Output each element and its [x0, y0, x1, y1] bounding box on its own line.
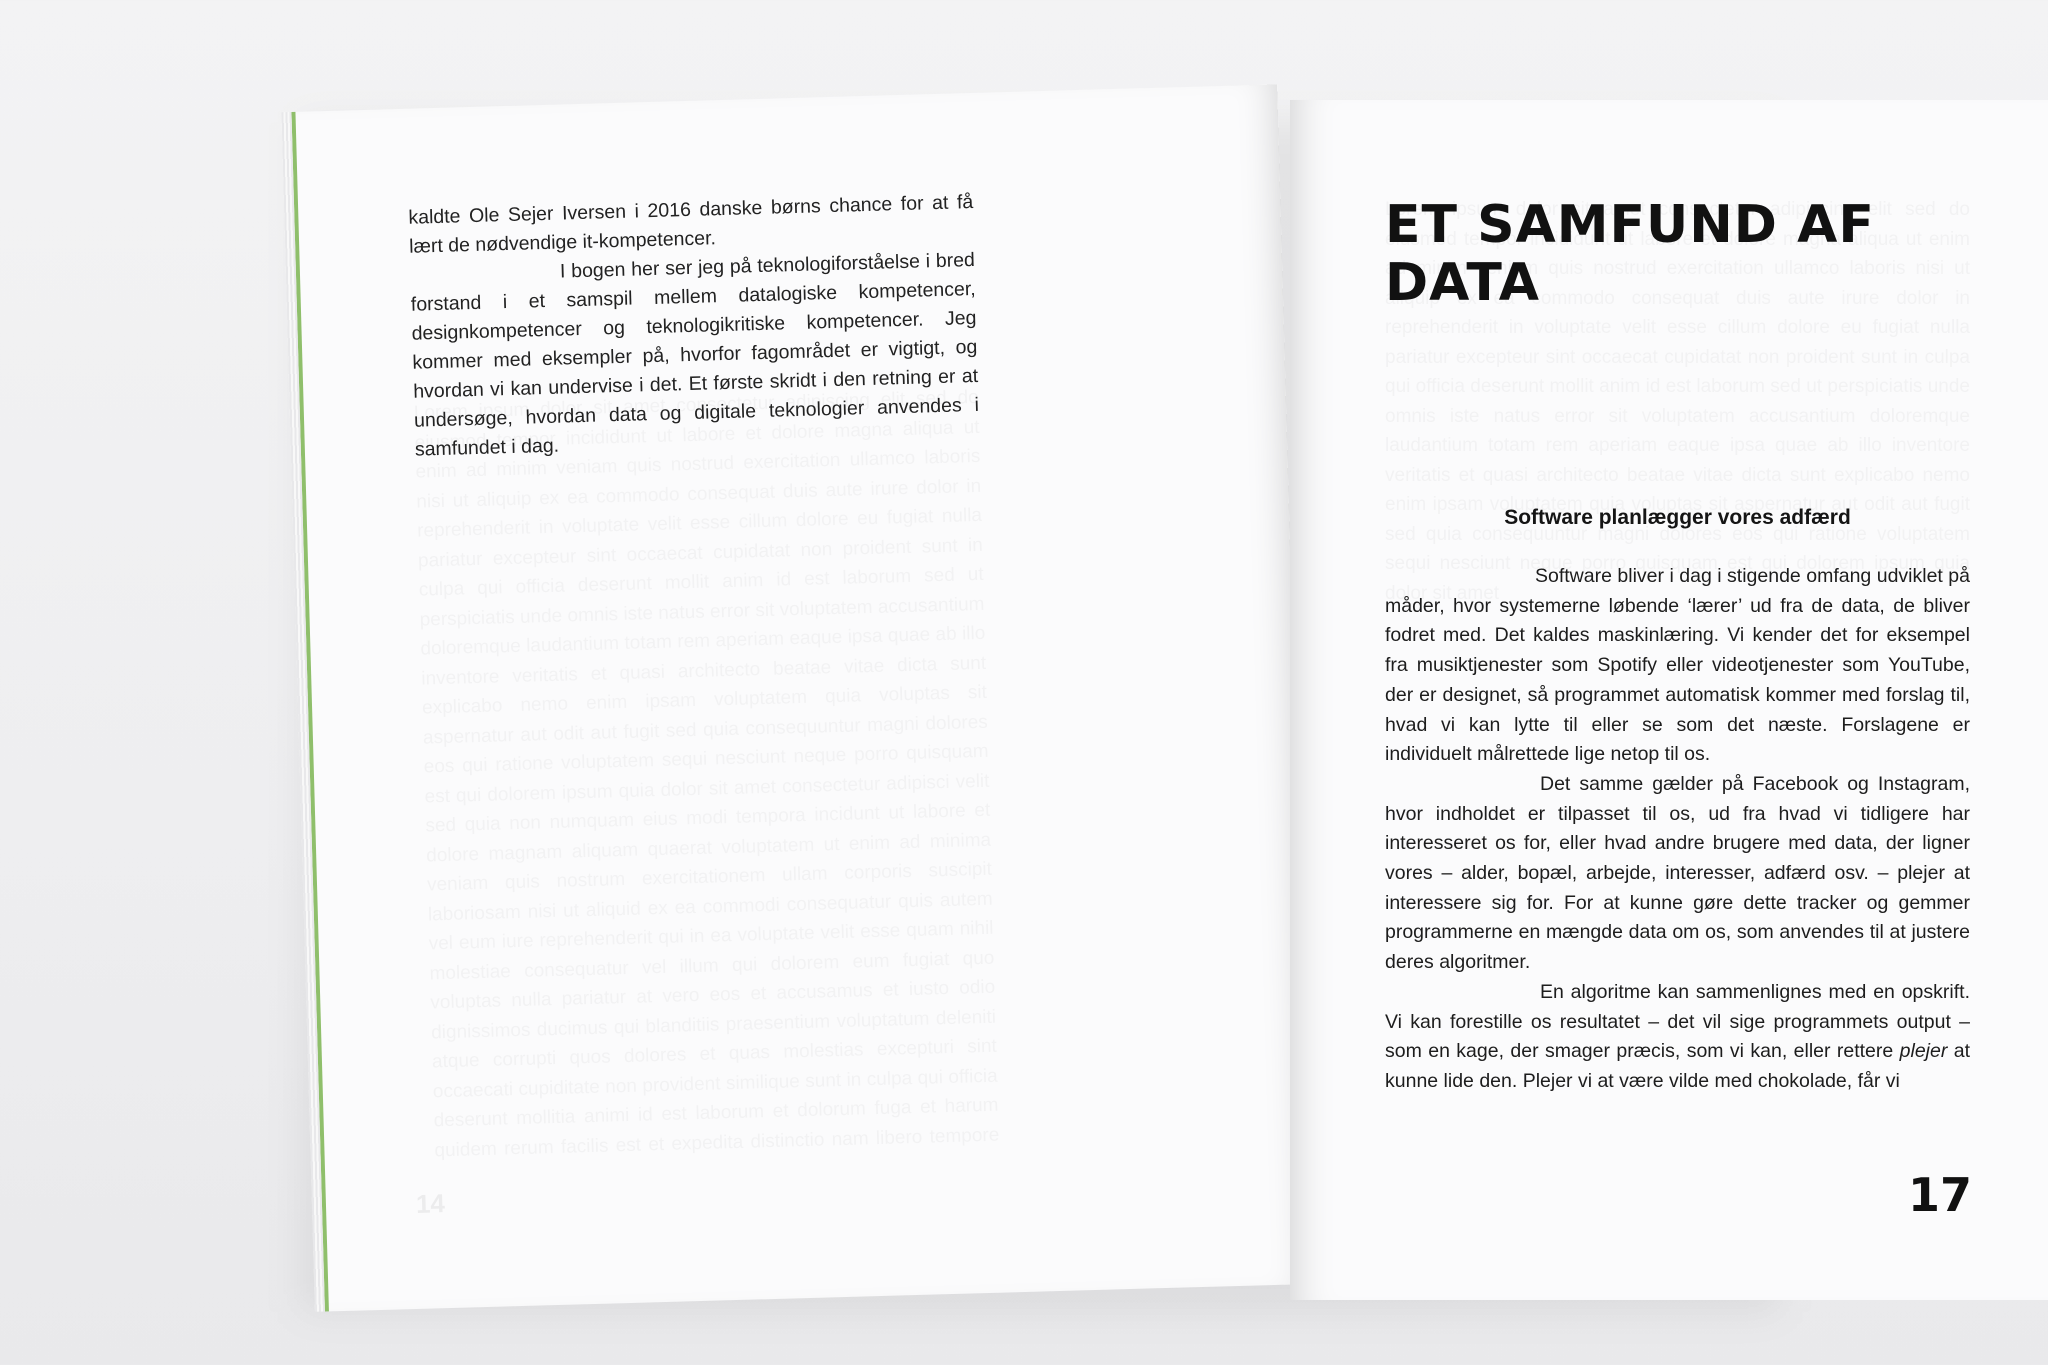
- paragraph-text: En algoritme kan sammenlignes med en opskrift. Vi kan forestille os resultatet – det vil sige programmets output – som en kage, der smager præcis, som vi kan, eller rettere: [1385, 980, 1970, 1063]
- section-heading: Software planlægger vores adfærd: [1504, 506, 1851, 529]
- left-paragraph: kaldte Ole Sejer Iversen i 2016 danske børns chance for at få lært de nødvendige it-kompetencer.: [408, 191, 974, 258]
- right-paragraph: [1385, 978, 1970, 1097]
- emphasis-text: plejer: [1899, 1040, 1948, 1063]
- chapter-title: ET SAMFUND AF DATA: [1385, 195, 1875, 313]
- left-page: [291, 84, 1310, 1311]
- left-body-text: [408, 188, 980, 465]
- left-paragraph: I bogen her ser jeg på teknologiforståelse i bred forstand i et samspil mellem datalogiske kompetencer, designkompetencer og teknologikritiske kompetencer. Jeg kommer med eksempler på, hvorfor fagområdet er vigtigt, og hvordan vi kan undervise i det. Et første skridt i den retning er at undersøge, hvordan data og digitale teknologier anvendes i samfundet i dag.: [410, 248, 980, 461]
- paragraph-text: at kunne lide den. Plejer vi at være vilde med chokolade, får vi: [1385, 1040, 1970, 1092]
- right-paragraph: Det samme gælder på Facebook og Instagram, hvor indholdet er tilpasset til os, ud fra hvad vi tidligere har interesseret os for, eller hvad andre brugere med data, der ligner vores – alder, bopæl, arbejde, interesser, adfærd osv. – plejer at interessere sig for. For at kunne gøre dette tracker og gemmer programmerne en mængde data om os, som anvendes til at justere deres algoritmer.: [1385, 772, 1970, 974]
- open-book: [270, 92, 1972, 1304]
- show-through-text: [413, 383, 999, 1168]
- right-page-number: 17: [1907, 1168, 1972, 1222]
- left-page-number: 14: [415, 1188, 446, 1219]
- right-body-text: [1385, 562, 1970, 1097]
- right-paragraph: Software bliver i dag i stigende omfang udviklet på måder, hvor systemerne løbende ‘lærer’ ud fra de data, de bliver fodret med. Det kaldes maskinlæring. Vi kender det for eksempel fra musiktjenester som Spotify eller videotjenester som YouTube, der er designet, så programmet automatisk kommer med forslag til, hvad vi kan lytte til eller se som det næste. Forslagene er individuelt målrettede lige netop til os.: [1385, 565, 1970, 766]
- right-page: [1290, 100, 2048, 1300]
